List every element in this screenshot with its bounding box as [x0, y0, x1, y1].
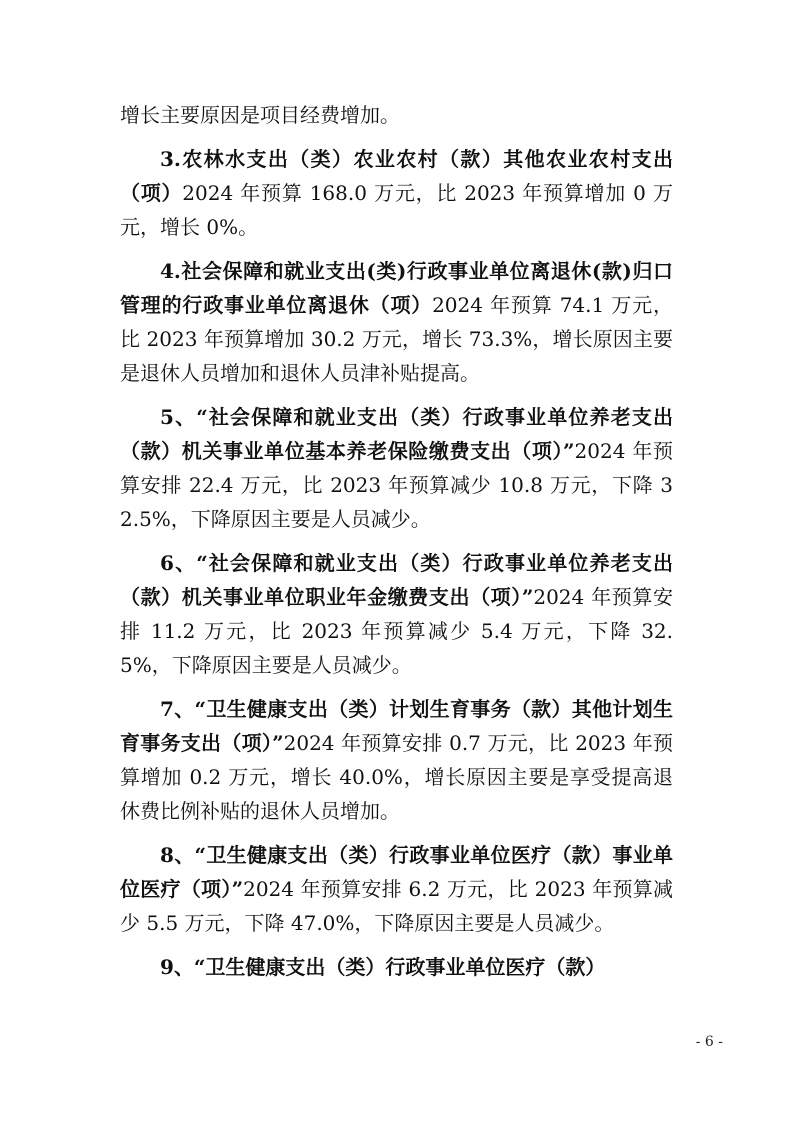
paragraph-text: 2024 年预算 168.0 万元，比 2023 年预算增加 0 万元，增长 0%。	[120, 181, 673, 239]
paragraph-text: 2024 年预算安排 11.2 万元，比 2023 年预算减少 5.4 万元，下降 32.5%，下降原因主要是人员减少。	[120, 585, 673, 677]
paragraph-4	[120, 400, 673, 536]
paragraph-8	[120, 950, 673, 984]
paragraph-3	[120, 254, 673, 390]
paragraph-text: 2024 年预算安排 6.2 万元，比 2023 年预算减少 5.5 万元，下降 47.0%，下降原因主要是人员减少。	[120, 877, 673, 935]
paragraph-2	[120, 142, 673, 244]
paragraph-heading: 3.农林水支出（类）农业农村（款）其他农业农村支出（项）	[120, 147, 673, 205]
paragraph-heading: 6、“社会保障和就业支出（类）行政事业单位养老支出（款）机关事业单位职业年金缴费支出（项）”	[120, 551, 673, 609]
page-number: - 6 -	[695, 1034, 723, 1050]
paragraph-text: 2024 年预算安排 0.7 万元，比 2023 年预算增加 0.2 万元，增长 40.0%，增长原因主要是享受提高退休费比例补贴的退休人员增加。	[120, 731, 673, 823]
document-body	[120, 98, 673, 994]
paragraph-5	[120, 546, 673, 682]
paragraph-heading: 5、“社会保障和就业支出（类）行政事业单位养老支出（款）机关事业单位基本养老保险缴费支出（项）”	[120, 405, 673, 463]
paragraph-heading: 8、“卫生健康支出（类）行政事业单位医疗（款）事业单位医疗（项）”	[120, 843, 673, 901]
paragraph-text: 2024 年预算 74.1 万元，比 2023 年预算增加 30.2 万元，增长 73.3%，增长原因主要是退休人员增加和退休人员津补贴提高。	[120, 293, 673, 385]
paragraph-heading: 4.社会保障和就业支出(类)行政事业单位离退休(款)归口管理的行政事业单位离退休（项）	[120, 259, 673, 317]
paragraph-text: 2024 年预算安排 22.4 万元，比 2023 年预算减少 10.8 万元，下降 32.5%，下降原因主要是人员减少。	[120, 439, 673, 531]
paragraph-6	[120, 692, 673, 828]
paragraph-1	[120, 98, 673, 132]
paragraph-heading: 9、“卫生健康支出（类）行政事业单位医疗（款）	[160, 955, 606, 979]
paragraph-text: 增长主要原因是项目经费增加。	[120, 103, 400, 127]
paragraph-7	[120, 838, 673, 940]
paragraph-heading: 7、“卫生健康支出（类）计划生育事务（款）其他计划生育事务支出（项）”	[120, 697, 673, 755]
